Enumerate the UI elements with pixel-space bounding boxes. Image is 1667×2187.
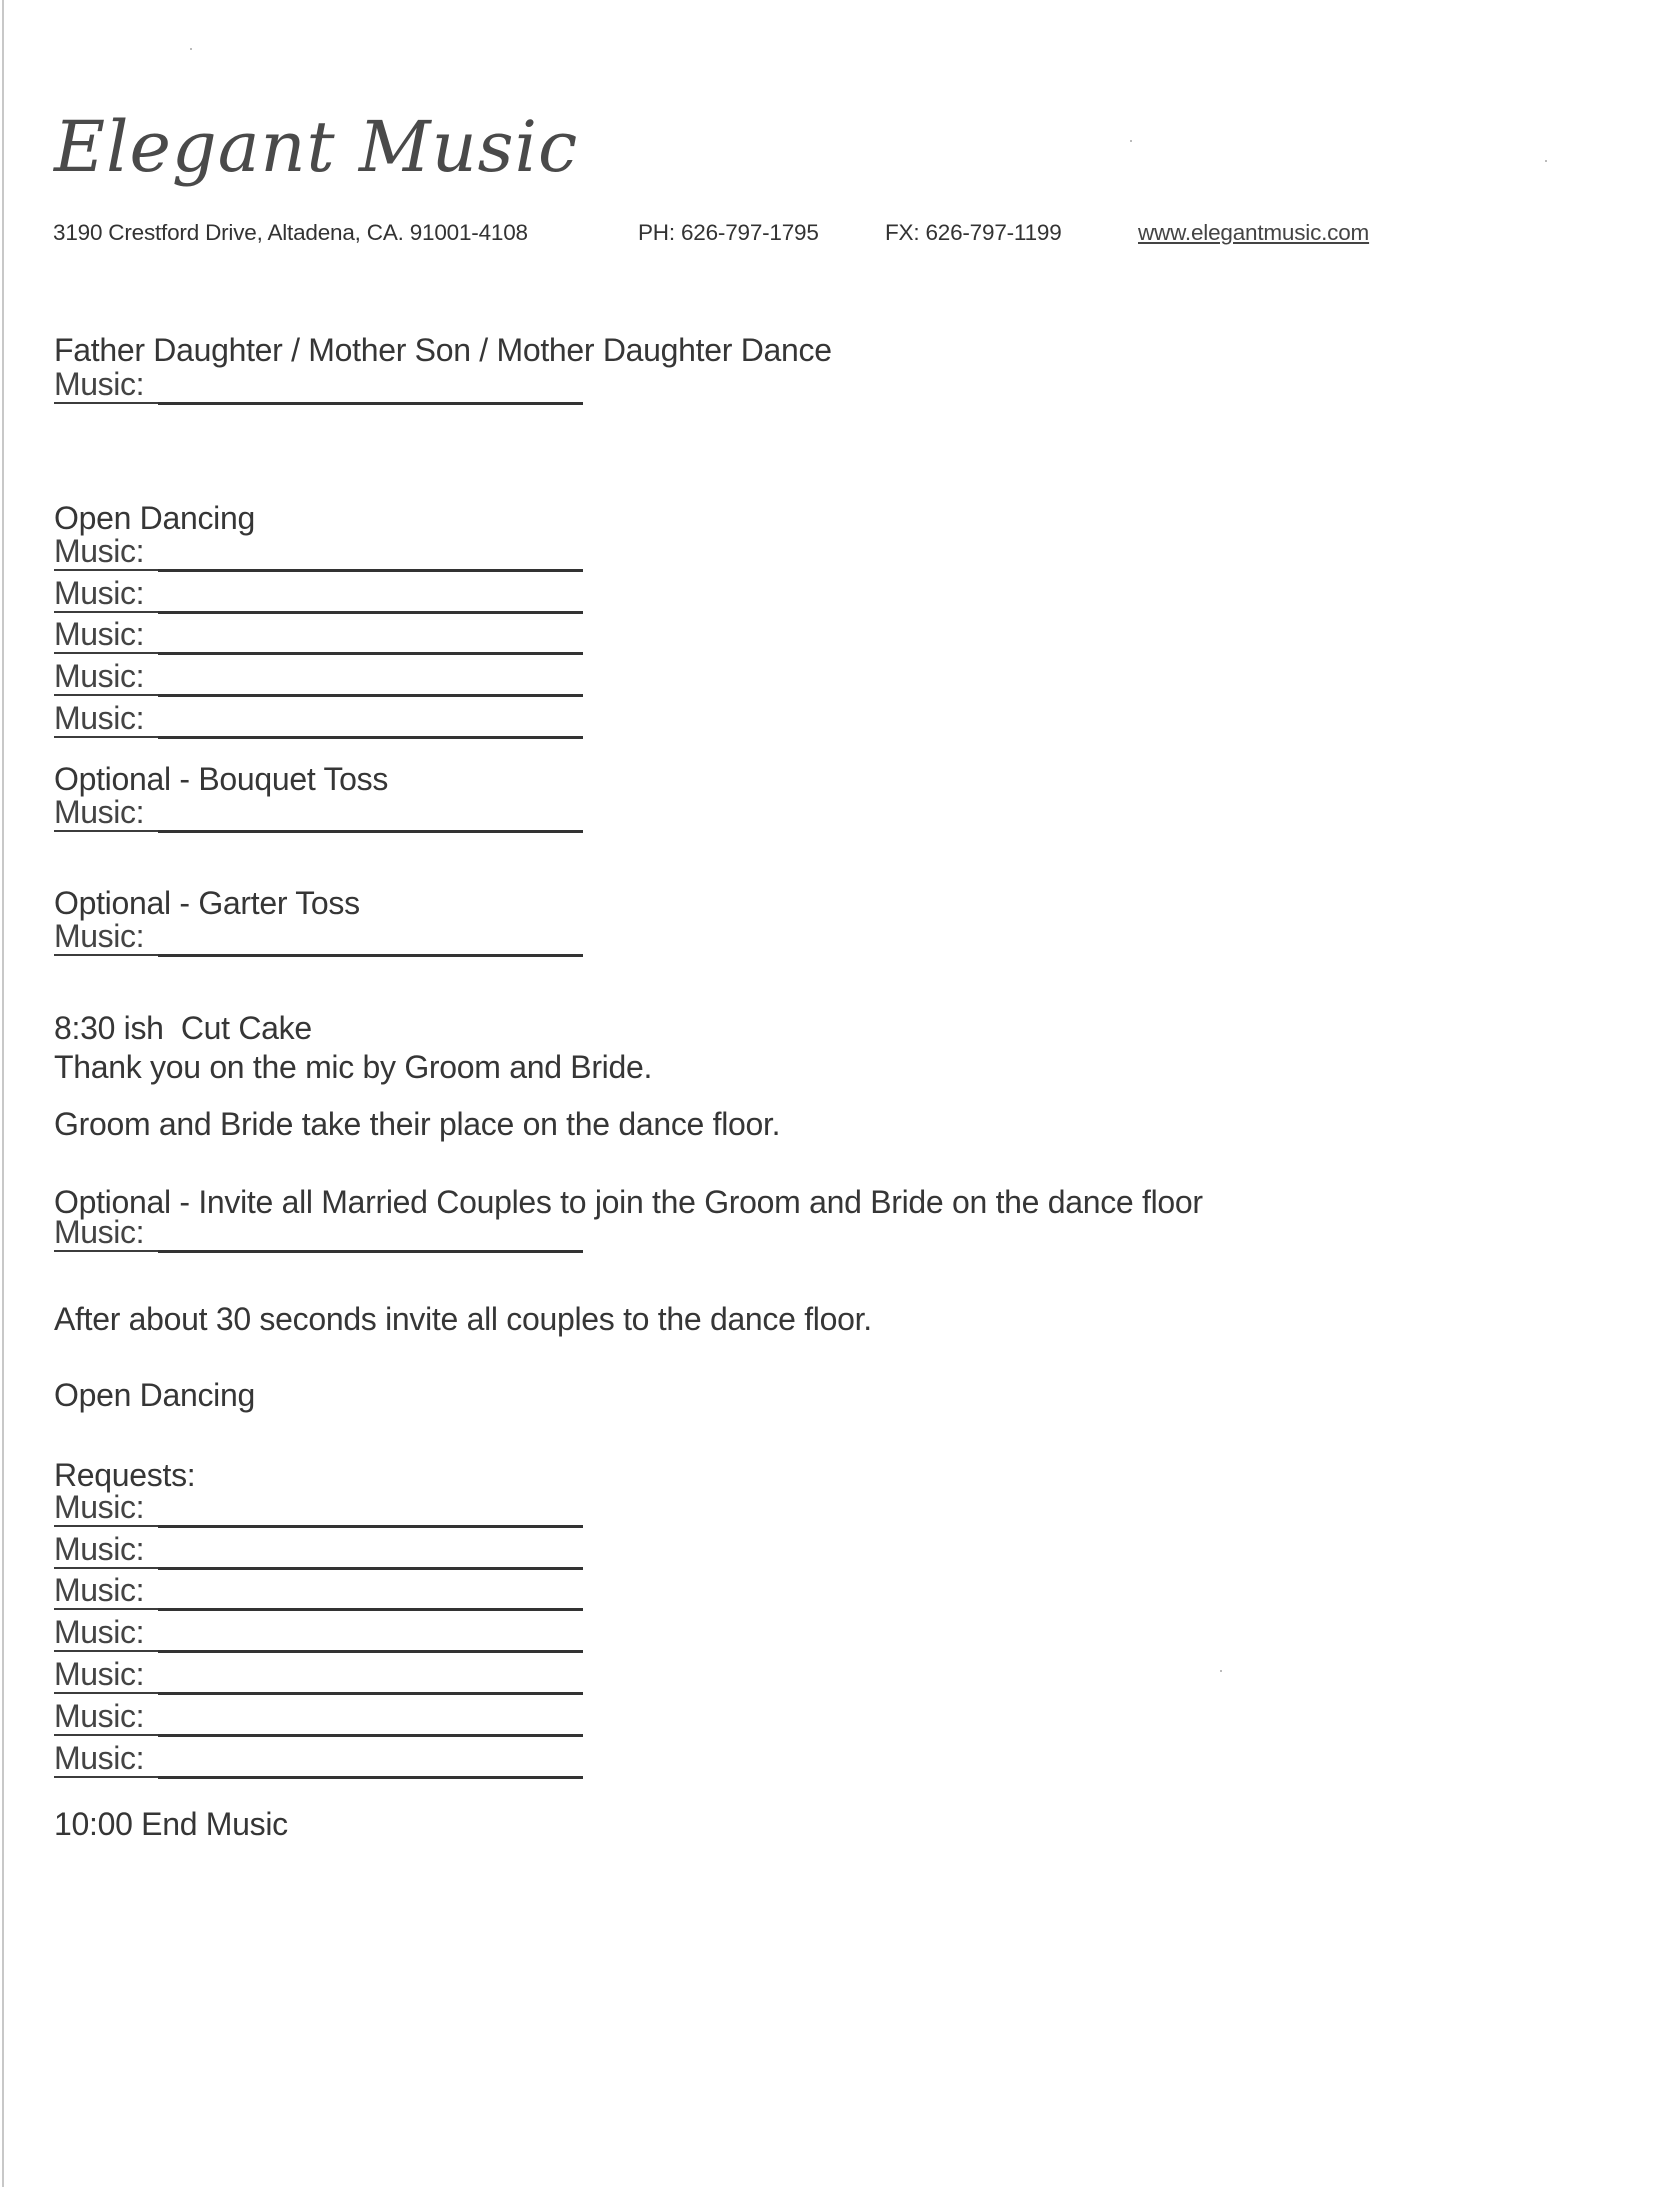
music-label: Music:: [54, 918, 145, 954]
underline: [54, 652, 158, 654]
section-open-dancing: Open Dancing: [54, 500, 255, 536]
music-blank-line[interactable]: [158, 1250, 583, 1253]
music-label: Music:: [54, 575, 145, 611]
music-field[interactable]: [54, 1487, 583, 1527]
underline: [54, 1692, 158, 1694]
section-bouquet-toss: Optional - Bouquet Toss: [54, 761, 389, 797]
music-field[interactable]: [54, 1738, 583, 1778]
underline: [54, 736, 158, 738]
music-field[interactable]: [54, 792, 583, 832]
music-blank-line[interactable]: [158, 736, 583, 739]
music-field[interactable]: [54, 1570, 583, 1610]
music-label: Music:: [54, 1531, 145, 1567]
music-blank-line[interactable]: [158, 1608, 583, 1611]
music-blank-line[interactable]: [158, 830, 583, 833]
underline: [54, 1567, 158, 1569]
groom-bride-floor-note: Groom and Bride take their place on the dance floor.: [54, 1106, 781, 1142]
address: 3190 Crestford Drive, Altadena, CA. 91001-4108: [53, 220, 528, 245]
music-label: Music:: [54, 658, 145, 694]
music-label: Music:: [54, 1740, 145, 1776]
music-blank-line[interactable]: [158, 1650, 583, 1653]
underline: [54, 1734, 158, 1736]
fax: FX: 626-797-1199: [885, 220, 1062, 245]
website-link[interactable]: www.elegantmusic.com: [1138, 220, 1370, 245]
underline: [54, 694, 158, 696]
music-blank-line[interactable]: [158, 954, 583, 957]
scan-speck: [1220, 1670, 1222, 1672]
underline: [54, 611, 158, 613]
music-blank-line[interactable]: [158, 1525, 583, 1528]
music-field[interactable]: [54, 531, 583, 571]
music-field[interactable]: [54, 573, 583, 613]
music-blank-line[interactable]: [158, 402, 583, 405]
underline: [54, 569, 158, 571]
music-blank-line[interactable]: [158, 694, 583, 697]
section-garter-toss: Optional - Garter Toss: [54, 885, 360, 921]
music-blank-line[interactable]: [158, 1734, 583, 1737]
music-blank-line[interactable]: [158, 569, 583, 572]
music-label: Music:: [54, 794, 145, 830]
underline: [54, 402, 158, 404]
music-field[interactable]: [54, 1696, 583, 1736]
music-label: Music:: [54, 1698, 145, 1734]
section-open-dancing-2: Open Dancing: [54, 1377, 255, 1413]
underline: [54, 1608, 158, 1610]
underline: [54, 1250, 158, 1252]
scan-speck: [1130, 140, 1132, 142]
underline: [54, 1525, 158, 1527]
underline: [54, 954, 158, 956]
music-blank-line[interactable]: [158, 1692, 583, 1695]
section-requests: Requests:: [54, 1457, 196, 1493]
music-label: Music:: [54, 700, 145, 736]
music-label: Music:: [54, 1656, 145, 1692]
music-field[interactable]: [54, 698, 583, 738]
music-blank-line[interactable]: [158, 1776, 583, 1779]
music-field[interactable]: [54, 656, 583, 696]
music-label: Music:: [54, 1214, 145, 1250]
music-label: Music:: [54, 533, 145, 569]
music-field[interactable]: [54, 1612, 583, 1652]
after-30-seconds-note: After about 30 seconds invite all couples to the dance floor.: [54, 1301, 872, 1337]
scan-speck: [1545, 160, 1547, 162]
music-field[interactable]: [54, 364, 583, 404]
music-field[interactable]: [54, 1654, 583, 1694]
music-label: Music:: [54, 366, 145, 402]
underline: [54, 830, 158, 832]
page-edge: [2, 0, 4, 2187]
section-cut-cake: 8:30 ish Cut Cake: [54, 1010, 312, 1046]
music-field[interactable]: [54, 1529, 583, 1569]
underline: [54, 1776, 158, 1778]
thank-you-note: Thank you on the mic by Groom and Bride.: [54, 1049, 653, 1085]
music-label: Music:: [54, 1489, 145, 1525]
end-music-note: 10:00 End Music: [54, 1806, 288, 1842]
section-married-couples: Optional - Invite all Married Couples to join the Groom and Bride on the dance floor: [54, 1184, 1203, 1220]
scan-speck: [190, 48, 192, 50]
music-label: Music:: [54, 1614, 145, 1650]
music-blank-line[interactable]: [158, 652, 583, 655]
logo: Elegant Music: [54, 106, 579, 188]
music-field[interactable]: [54, 1212, 583, 1252]
section-parent-dance: Father Daughter / Mother Son / Mother Daughter Dance: [54, 332, 832, 368]
music-field[interactable]: [54, 614, 583, 654]
underline: [54, 1650, 158, 1652]
phone: PH: 626-797-1795: [638, 220, 819, 245]
music-label: Music:: [54, 1572, 145, 1608]
music-label: Music:: [54, 616, 145, 652]
music-field[interactable]: [54, 916, 583, 956]
